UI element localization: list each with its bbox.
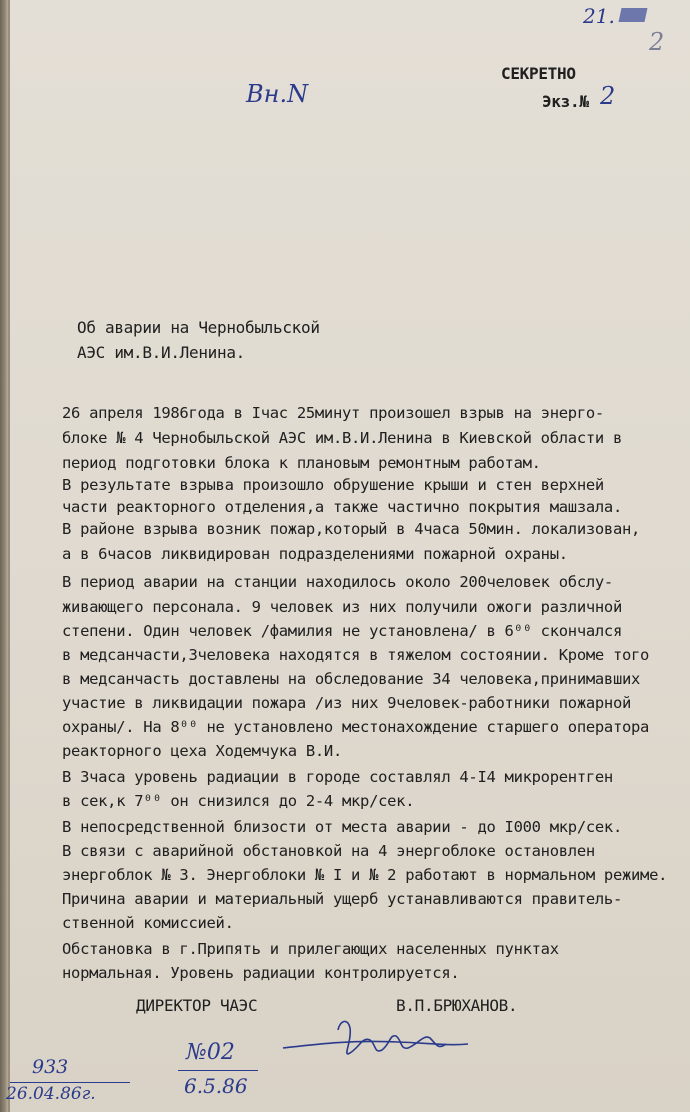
body-line: а в 6часов ликвидирован подразделениями пожарной охраны. xyxy=(62,545,568,563)
subject-line-1: Об аварии на Чернобыльской xyxy=(77,318,320,337)
body-line: части реакторного отделения,а также частично покрытия машзала. xyxy=(62,498,622,516)
registration-rule xyxy=(10,1082,130,1083)
body-line: Причина аварии и материальный ущерб устанавливаются правитель- xyxy=(62,890,622,908)
body-line: период подготовки блока к плановым ремонтным работам. xyxy=(62,454,541,472)
page-number-mark: 21. xyxy=(583,4,615,28)
body-line: реакторного цеха Ходемчука В.И. xyxy=(62,742,342,760)
copy-number-label: Экз.№ xyxy=(542,92,589,111)
body-line: энергоблок № 3. Энергоблоки № I и № 2 работают в нормальном режиме. xyxy=(62,866,668,884)
page-number-strikeout xyxy=(619,8,648,22)
copy-number-value: 2 xyxy=(600,82,616,110)
signatory-name: В.П.БРЮХАНОВ. xyxy=(396,996,518,1015)
registration-date: 26.04.86г. xyxy=(6,1084,96,1104)
handwritten-signature xyxy=(278,1010,478,1070)
body-line: 26 апреля 1986года в Iчас 25минут произошел взрыв на энерго- xyxy=(62,404,604,422)
classification-label: СЕКРЕТНО xyxy=(501,64,576,83)
body-line: в медсанчасти,3человека находятся в тяжелом состоянии. Кроме того xyxy=(62,646,650,664)
body-line: участие в ликвидации пожара /из них 9человек-работники пожарной xyxy=(62,694,632,712)
body-line: В районе взрыва возник пожар,который в 4часа 50мин. локализован, xyxy=(62,520,641,538)
document-page xyxy=(8,0,690,1112)
body-line: Обстановка в г.Припять и прилегающих населенных пунктах xyxy=(62,940,559,958)
copy-mark-rule xyxy=(178,1070,258,1071)
body-line: степени. Один человек /фамилия не установлена/ в 6⁰⁰ скончался xyxy=(62,622,622,640)
body-line: ственной комиссией. xyxy=(62,914,234,932)
registration-number: 933 xyxy=(32,1056,69,1078)
page-binding-edge xyxy=(0,0,8,1112)
body-line: в медсанчасть доставлены на обследование 34 человека,принимавших xyxy=(62,670,641,688)
registration-mark: Вн.N xyxy=(246,80,309,108)
body-line: В непосредственной близости от места аварии - до I000 мкр/сек. xyxy=(62,818,622,836)
body-line: В результате взрыва произошло обрушение крыши и стен верхней xyxy=(62,476,604,494)
copy-date: 6.5.86 xyxy=(184,1074,248,1098)
subject-line-2: АЭС им.В.И.Ленина. xyxy=(77,343,245,362)
body-line: охраны/. На 8⁰⁰ не установлено местонахождение старшего оператора xyxy=(62,718,650,736)
body-line: В период аварии на станции находилось около 200человек обслу- xyxy=(62,573,613,591)
body-line: живающего персонала. 9 человек из них получили ожоги различной xyxy=(62,598,622,616)
copy-mark: №02 xyxy=(186,1040,235,1065)
body-line: в сек,к 7⁰⁰ он снизился до 2-4 мкр/сек. xyxy=(62,792,415,810)
body-line: нормальная. Уровень радиации контролируется. xyxy=(62,964,460,982)
body-line: В 3часа уровень радиации в городе составлял 4-I4 микрорентген xyxy=(62,768,613,786)
pencil-page-number: 2 xyxy=(649,28,665,56)
body-line: блоке № 4 Чернобыльской АЭС им.В.И.Ленина в Киевской области в xyxy=(62,429,622,447)
signatory-position: ДИРЕКТОР ЧАЭС xyxy=(136,996,258,1015)
body-line: В связи с аварийной обстановкой на 4 энергоблоке остановлен xyxy=(62,842,595,860)
